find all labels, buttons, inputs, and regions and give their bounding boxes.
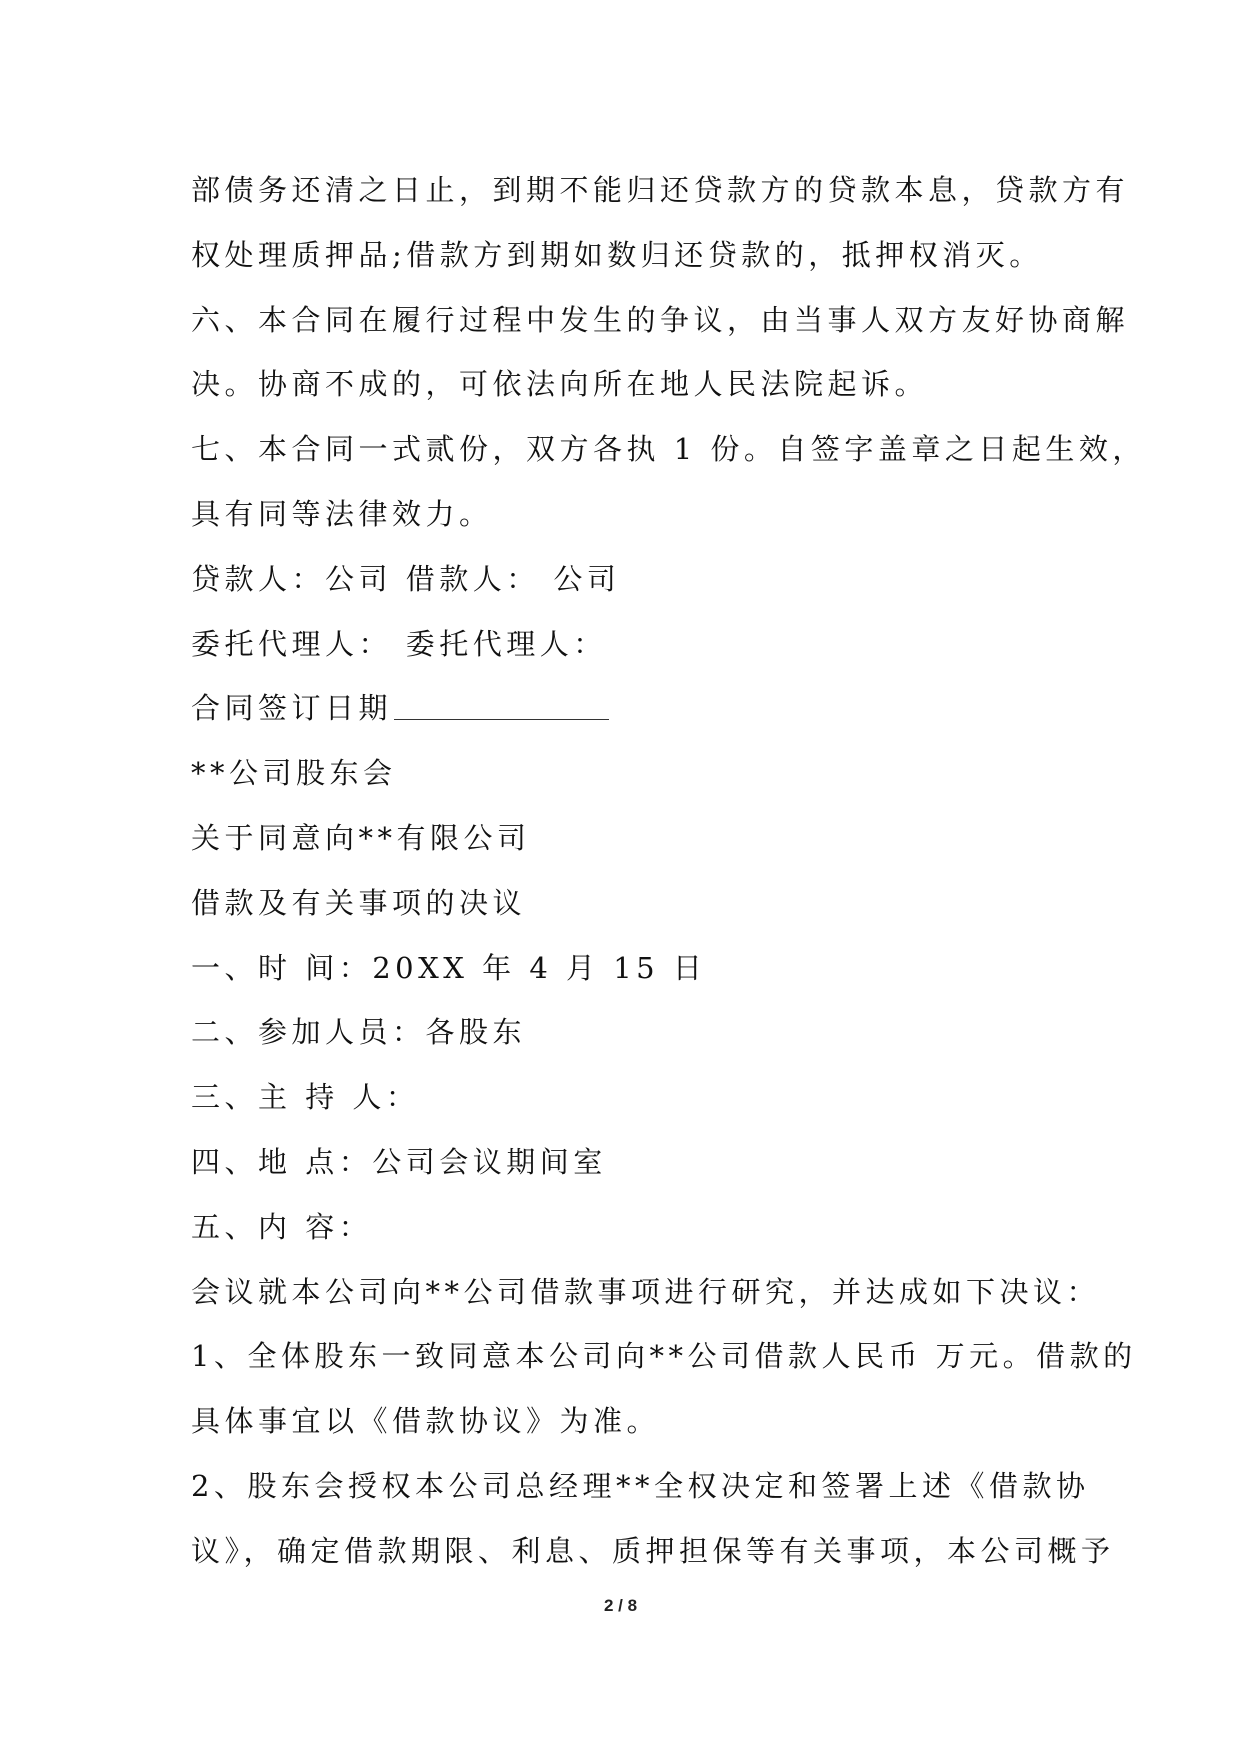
text-line: 委托代理人： 委托代理人：	[191, 626, 607, 661]
text-line: 关于同意向**有限公司	[191, 820, 531, 855]
text-line: 二、参加人员：各股东	[191, 1015, 527, 1050]
text-line: 1、全体股东一致同意本公司向**公司借款人民币 万元。借款的	[191, 1339, 1137, 1374]
text-line: 六、本合同在履行过程中发生的争议，由当事人双方友好协商解	[191, 302, 1130, 337]
text-line: 权处理质押品;借款方到期如数归还贷款的，抵押权消灭。	[191, 237, 1043, 272]
text-line: 会议就本公司向**公司借款事项进行研究，并达成如下决议：	[191, 1274, 1101, 1309]
text-line: 七、本合同一式贰份，双方各执 1 份。自签字盖章之日起生效，	[191, 432, 1146, 467]
text-line: 2、股东会授权本公司总经理**全权决定和签署上述《借款协	[191, 1468, 1090, 1503]
text-line: 一、时 间：20XX 年 4 月 15 日	[191, 950, 707, 985]
text-line: **公司股东会	[191, 756, 397, 791]
document-body	[191, 158, 1146, 1584]
signing-date-label: 合同签订日期	[191, 691, 393, 726]
text-line: 议》，确定借款期限、利息、质押担保等有关事项，本公司概予	[191, 1533, 1115, 1568]
page-number: 2 / 8	[603, 1596, 638, 1615]
text-line: 具有同等法律效力。	[191, 496, 493, 531]
signing-date-blank	[394, 689, 609, 720]
signing-date-line	[191, 676, 1051, 741]
text-line: 五、内 容：	[191, 1209, 373, 1244]
text-line: 决。协商不成的，可依法向所在地人民法院起诉。	[191, 367, 929, 402]
text-line: 四、地 点：公司会议期间室	[191, 1144, 607, 1179]
text-line: 部债务还清之日止，到期不能归还贷款方的贷款本息，贷款方有	[191, 173, 1130, 207]
text-line: 借款及有关事项的决议	[191, 885, 527, 920]
text-line: 贷款人：公司 借款人： 公司	[191, 561, 621, 596]
text-line: 三、主 持 人：	[191, 1080, 420, 1115]
text-line: 具体事宜以《借款协议》为准。	[191, 1404, 661, 1439]
